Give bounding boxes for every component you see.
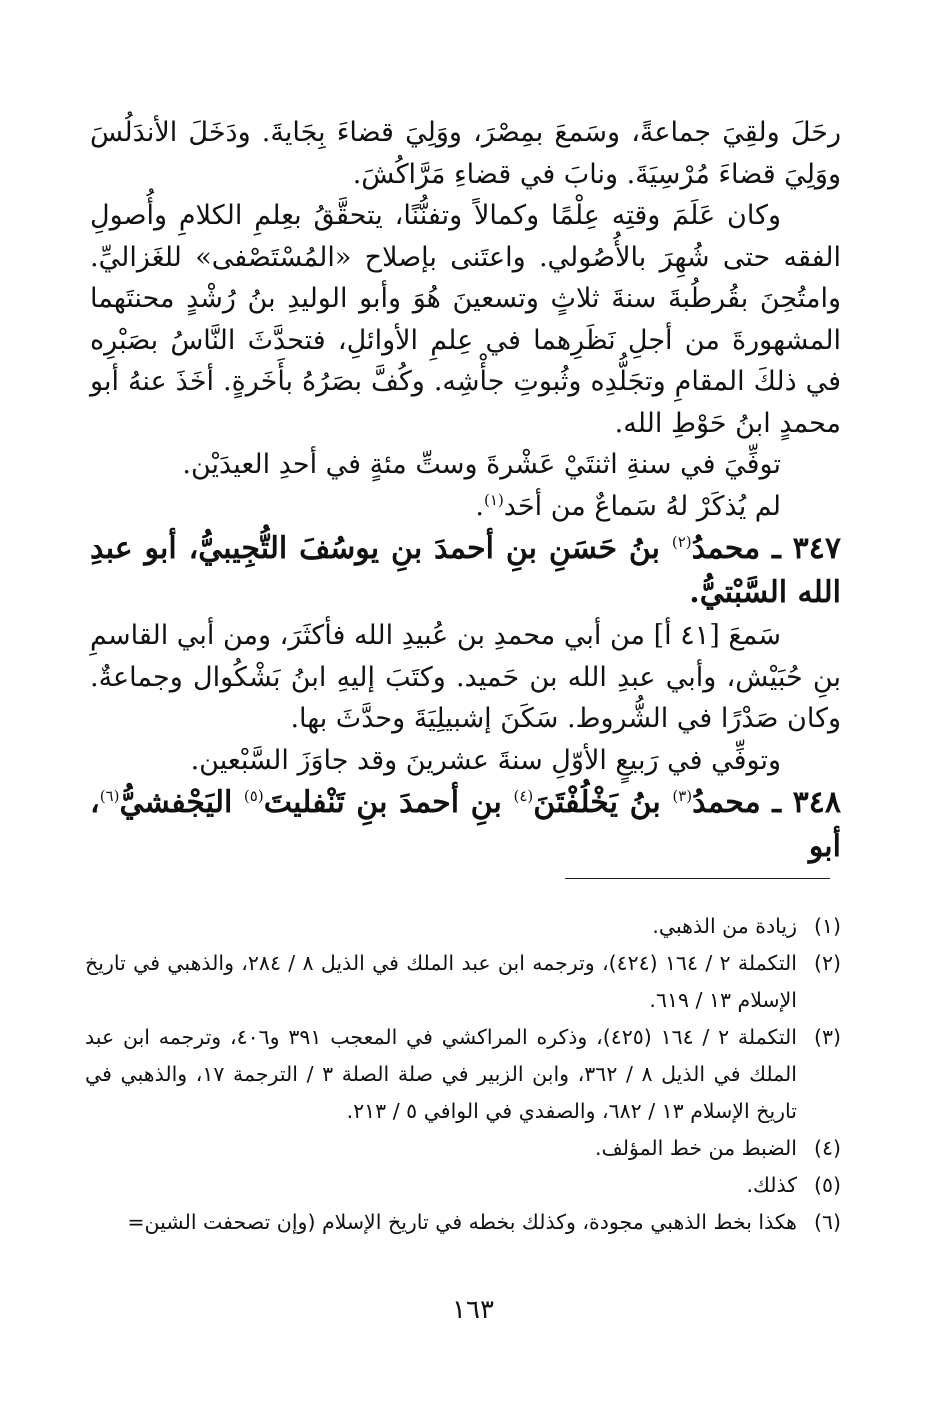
- paragraph: سَمعَ [٤١ أ] من أبي محمدِ بن عُبيدِ الله فأكثَرَ، ومن أبي القاسمِ بنِ حُبَيْش، وأبي عبدِ الله بن حَميد. وكتَبَ إليهِ ابنُ بَشْكُوال وجماعةٌ. وكان صَدْرًا في الشُّروط. سَكَنَ إشبيلِيَةَ وحدَّثَ بها.: [90, 620, 841, 734]
- footnote-text: التكملة ٢ / ١٦٤ (٤٢٤)، وترجمه ابن عبد الملك في الذيل ٨ / ٢٨٤، والذهبي في تاريخ الإسلام ١٣ / ٦١٩.: [85, 951, 797, 1012]
- footnote: [85, 1019, 841, 1130]
- paragraph-text: لم يُذكَرْ لهُ سَماعٌ من أحَد: [503, 490, 781, 522]
- footnote-text: هكذا بخط الذهبي مجودة، وكذلك بخطه في تاريخ الإسلام (وإن تصحفت الشين=: [127, 1210, 797, 1234]
- entry-name-part: بنِ أحمدَ بنِ تَنْفليتَ: [263, 785, 514, 820]
- footnote-ref: (٢): [671, 533, 692, 551]
- footnote-ref: (٦): [99, 787, 120, 805]
- entry-number: ٣٤٧ ـ محمدُ: [691, 531, 841, 566]
- page-number: ١٦٣: [452, 1295, 494, 1325]
- footnote: [85, 908, 841, 945]
- footnote: [85, 1204, 841, 1241]
- footnote: [85, 1167, 841, 1204]
- footnote-divider: [565, 878, 830, 879]
- paragraph: توفِّيَ في سنةِ اثنتَيْ عَشْرةَ وستِّ مئةٍ في أحدِ العيدَيْن.: [182, 449, 781, 480]
- footnote: [85, 945, 841, 1019]
- main-text: [90, 112, 841, 869]
- paragraph: وتوفِّي في رَبيعٍ الأوّلِ سنةَ عشرينَ وقد جاوَزَ السَّبْعين.: [190, 744, 781, 776]
- footnote-text: زيادة من الذهبي.: [652, 914, 797, 938]
- footnote: [85, 1130, 841, 1167]
- entry-name-part: اليَجْفشيُّ: [119, 785, 244, 820]
- entry-number: ٣٤٨ ـ محمدُ: [692, 785, 841, 820]
- footnotes: [85, 908, 841, 1241]
- footnote-ref: (٤): [513, 787, 534, 805]
- paragraph: [90, 486, 841, 528]
- entry-name-part: بنُ يَخْلُفْتَنَ: [533, 785, 673, 820]
- footnote-text: الضبط من خط المؤلف.: [595, 1136, 797, 1160]
- entry-name: بنُ حَسَنِ بنِ أحمدَ بنِ يوسُفَ التُّجِيبيُّ، أبو عبدِ الله السَّبْتيُّ.: [90, 531, 841, 610]
- paragraph: رحَلَ ولقِيَ جماعةً، وسَمعَ بمِصْرَ، ووَلِيَ قضاءَ بِجَايةَ. ودَخَلَ الأندَلُسَ ووَلِيَ قضاءَ مُرْسِيَةَ. ونابَ في قضاءِ مَرَّاكُشَ.: [90, 117, 841, 190]
- footnote-ref: (٥): [243, 787, 264, 805]
- footnote-text: التكملة ٢ / ١٦٤ (٤٢٥)، وذكره المراكشي في المعجب ٣٩١ و٤٠٦، وترجمه ابن عبد الملك في الذيل ٨ / ٣٦٢، وابن الزبير في صلة الصلة ٣ / الترجمة ١٧، والذهبي في تاريخ الإسلام ١٣ / ٦٨٢، والصفدي في الوافي ٥ / ٢١٣.: [85, 1025, 797, 1123]
- entry-heading-347: [90, 527, 841, 615]
- footnote-mark: (٤): [813, 1136, 841, 1160]
- footnote-mark: (٣): [813, 1025, 841, 1049]
- footnote-ref: (١): [484, 490, 504, 509]
- footnote-mark: (٢): [813, 951, 841, 975]
- footnote-mark: (٥): [813, 1173, 841, 1197]
- paragraph-end: .: [475, 490, 485, 522]
- footnote-mark: (١): [813, 914, 841, 938]
- entry-heading-348: [90, 781, 841, 869]
- footnote-mark: (٦): [813, 1210, 841, 1234]
- footnote-ref: (٣): [672, 787, 693, 805]
- paragraph: وكان عَلَمَ وقتِه عِلْمًا وكمالاً وتفنُّنًا، يتحقَّقُ بعِلمِ الكلامِ وأُصولِ الفقه حتى شُهِرَ بالأُصُولي. واعتَنى بإصلاح «المُسْتَصْفى» للغَزاليِّ. وامتُحِنَ بقُرطُبةَ سنةَ ثلاثٍ وتسعينَ هُوَ وأبو الوليدِ بنُ رُشْدٍ محنتَهما المشهورةَ من أجلِ نَظَرِهما في عِلمِ الأوائلِ، فتحدَّثَ النَّاسُ بصَبْرِه في ذلكَ المقامِ وتجَلُّدِه وثُبوتِ جأْشِه. وكُفَّ بصَرُهُ بأَخَرةٍ. أخَذَ عنهُ أبو محمدٍ ابنُ حَوْطِ الله.: [90, 200, 841, 439]
- entry-name-part: ، أبو: [90, 785, 841, 864]
- footnote-text: كذلك.: [746, 1173, 797, 1197]
